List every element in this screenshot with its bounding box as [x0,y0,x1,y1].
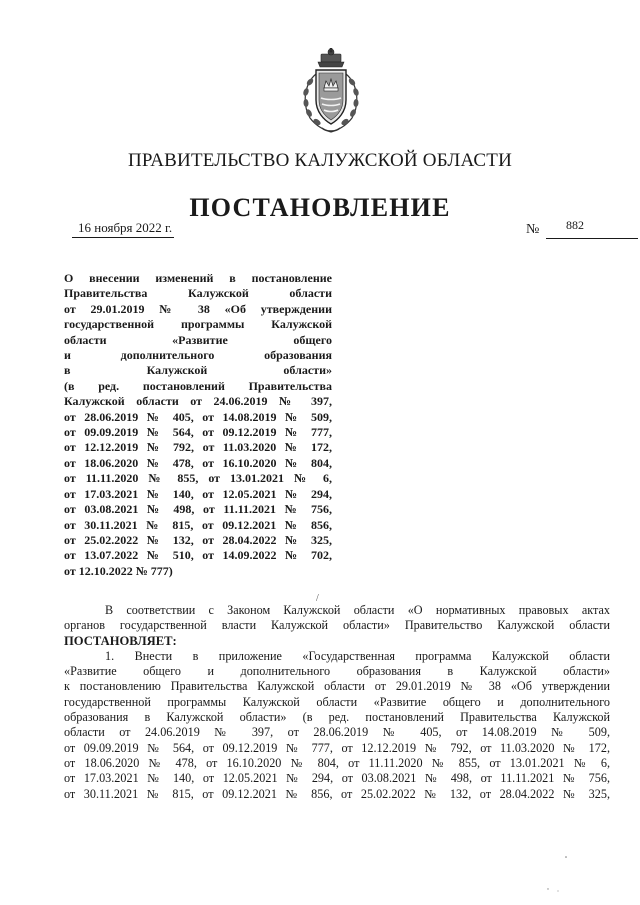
document-body [64,603,610,802]
subject-line: от 28.06.2019 № 405, от 14.08.2019 № 509, [64,409,332,424]
body-line: от 17.03.2021 № 140, от 12.05.2021 № 294, от 03.08.2021 № 498, от 11.11.2021 № 756, [64,771,610,786]
subject-line: от 29.01.2019 № 38 «Об утверждении [64,301,332,316]
subject-line: в Калужской области» [64,363,332,378]
subject-line: области «Развитие общего [64,332,332,347]
body-line: от 18.06.2020 № 478, от 16.10.2020 № 804, от 11.11.2020 № 855, от 13.01.2021 № 6, [64,755,610,770]
subject-line: от 17.03.2021 № 140, от 12.05.2021 № 294, [64,486,332,501]
subject-line: от 12.12.2019 № 792, от 11.03.2020 № 172, [64,440,332,455]
document-subject [64,271,332,579]
body-line: области от 24.06.2019 № 397, от 28.06.2019 № 405, от 14.08.2019 № 509, [64,725,610,740]
number-sign: № [526,222,540,237]
number-value: 882 [566,218,584,232]
document-date-text: 16 ноября 2022 г. [78,220,173,235]
resolves-heading: ПОСТАНОВЛЯЕТ: [64,633,177,648]
subject-line: (в ред. постановлений Правительства [64,378,332,393]
date-underline [72,237,174,238]
document-type-heading: ПОСТАНОВЛЕНИЕ [189,193,451,222]
subject-line: от 09.09.2019 № 564, от 09.12.2019 № 777, [64,425,332,440]
document-date [78,220,172,236]
subject-line: от 18.06.2020 № 478, от 16.10.2020 № 804, [64,455,332,470]
body-line: государственной программы Калужской области «Развитие общего и дополнительного [64,694,610,709]
subject-line: от 12.10.2022 № 777) [64,563,173,578]
body-line: В соответствии с Законом Калужской области «О нормативных правовых актах [105,603,610,617]
body-line: «Развитие общего и дополнительного образования в Калужской области» [64,664,610,679]
government-title: ПРАВИТЕЛЬСТВО КАЛУЖСКОЙ ОБЛАСТИ [127,150,513,171]
subject-line: от 03.08.2021 № 498, от 11.11.2021 № 756, [64,502,332,517]
body-line: от 09.09.2019 № 564, от 09.12.2019 № 777, от 12.12.2019 № 792, от 11.03.2020 № 172, [64,740,610,755]
subject-line: Правительства Калужской области [64,286,332,301]
subject-line: от 11.11.2020 № 855, от 13.01.2021 № 6, [64,471,332,486]
subject-line: Калужской области от 24.06.2019 № 397, [64,394,332,409]
body-line: образования в Калужской области» (в ред. постановлений Правительства Калужской [64,710,610,725]
subject-line: О внесении изменений в постановление [64,271,332,285]
kaluga-coat-of-arms-icon [296,48,366,136]
document-number [526,218,584,238]
subject-line: от 30.11.2021 № 815, от 09.12.2021 № 856, [64,517,332,532]
subject-line: и дополнительного образования [64,348,332,363]
body-line: к постановлению Правительства Калужской области от 29.01.2019 № 38 «Об утверждении [64,679,610,694]
body-line: органов государственной власти Калужской области» Правительство Калужской области [64,618,610,633]
body-line: 1. Внести в приложение «Государственная программа Калужской области [105,648,610,663]
subject-line: от 25.02.2022 № 132, от 28.04.2022 № 325, [64,532,332,547]
body-line: от 30.11.2021 № 815, от 09.12.2021 № 856, от 25.02.2022 № 132, от 28.04.2022 № 325, [64,786,610,801]
number-underline [546,238,638,239]
subject-line: государственной программы Калужской [64,317,332,332]
subject-line: от 13.07.2022 № 510, от 14.09.2022 № 702, [64,548,332,563]
stray-pen-mark: / [316,593,319,604]
